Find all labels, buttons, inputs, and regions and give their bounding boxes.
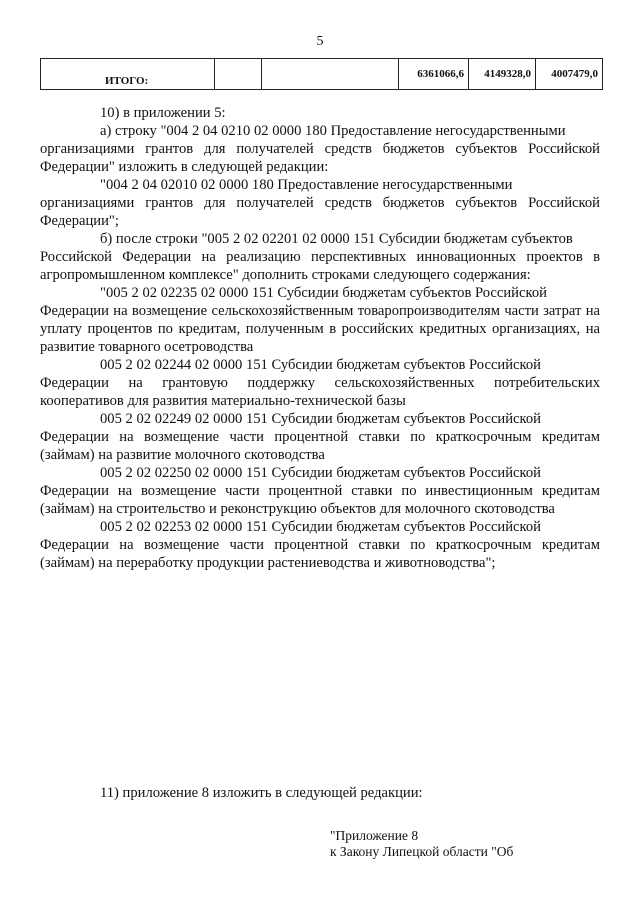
list-item-first-line: 005 2 02 02253 02 0000 151 Субсидии бюджетам субъектов Российской: [100, 519, 541, 535]
list-item-first-line: "005 2 02 02235 02 0000 151 Субсидии бюджетам субъектов Российской: [100, 285, 547, 301]
item-a-new-cont: организациями грантов для получателей средств бюджетов субъектов Российской Федерации";: [40, 195, 600, 229]
list-item-text: Федерации на возмещение части процентной ставки по краткосрочным кредитам (займам) на развитие молочного скотоводства: [40, 429, 600, 463]
appendix-note-line: "Приложение 8: [330, 828, 419, 843]
total-row: [41, 59, 603, 90]
list-item-text: Федерации на грантовую поддержку сельскохозяйственных потребительских кооперативов для развития материально-технической базы: [40, 375, 600, 409]
list-item-first-line: 005 2 02 02250 02 0000 151 Субсидии бюджетам субъектов Российской: [100, 465, 541, 481]
section-11-heading: 11) приложение 8 изложить в следующей редакции:: [100, 785, 423, 801]
total-label: ИТОГО:: [41, 59, 215, 90]
empty-cell: [215, 59, 262, 90]
total-table: [40, 58, 603, 90]
item-a-intro-cont: организациями грантов для получателей средств бюджетов субъектов Российской Федерации" изложить в следующей редакции:: [40, 141, 600, 175]
item-a-intro: а) строку "004 2 04 0210 02 0000 180 Предоставление негосударственными: [100, 123, 566, 139]
total-value: 4149328,0: [469, 59, 536, 90]
section-10-heading: 10) в приложении 5:: [100, 105, 226, 121]
section-10: [40, 104, 600, 572]
item-b-intro-cont: Российской Федерации на реализацию перспективных инновационных проектов в агропромышленном комплексе" дополнить строками следующего содержания:: [40, 249, 600, 283]
page-number: 5: [316, 34, 324, 49]
item-a-new-line: "004 2 04 02010 02 0000 180 Предоставление негосударственными: [100, 177, 513, 193]
section-11: [86, 784, 600, 802]
appendix-note-line: к Закону Липецкой области "Об: [330, 844, 514, 859]
list-item-first-line: 005 2 02 02249 02 0000 151 Субсидии бюджетам субъектов Российской: [100, 411, 541, 427]
appendix-note: [330, 828, 513, 860]
list-item-text: Федерации на возмещение части процентной ставки по краткосрочным кредитам (займам) на переработку продукции растениеводства и животноводства";: [40, 537, 600, 571]
list-item-first-line: 005 2 02 02244 02 0000 151 Субсидии бюджетам субъектов Российской: [100, 357, 541, 373]
item-b-intro: б) после строки "005 2 02 02201 02 0000 151 Субсидии бюджетам субъектов: [100, 231, 573, 247]
list-item-text: Федерации на возмещение части процентной ставки по инвестиционным кредитам (займам) на строительство и реконструкцию объектов для молочного скотоводства: [40, 483, 600, 517]
total-value: 4007479,0: [536, 59, 603, 90]
empty-cell: [262, 59, 399, 90]
total-value: 6361066,6: [399, 59, 469, 90]
list-item-text: Федерации на возмещение сельскохозяйственным товаропроизводителям части затрат на уплату процентов по кредитам, полученным в российских кредитных организациях, на развитие товарного осетроводства: [40, 303, 600, 355]
